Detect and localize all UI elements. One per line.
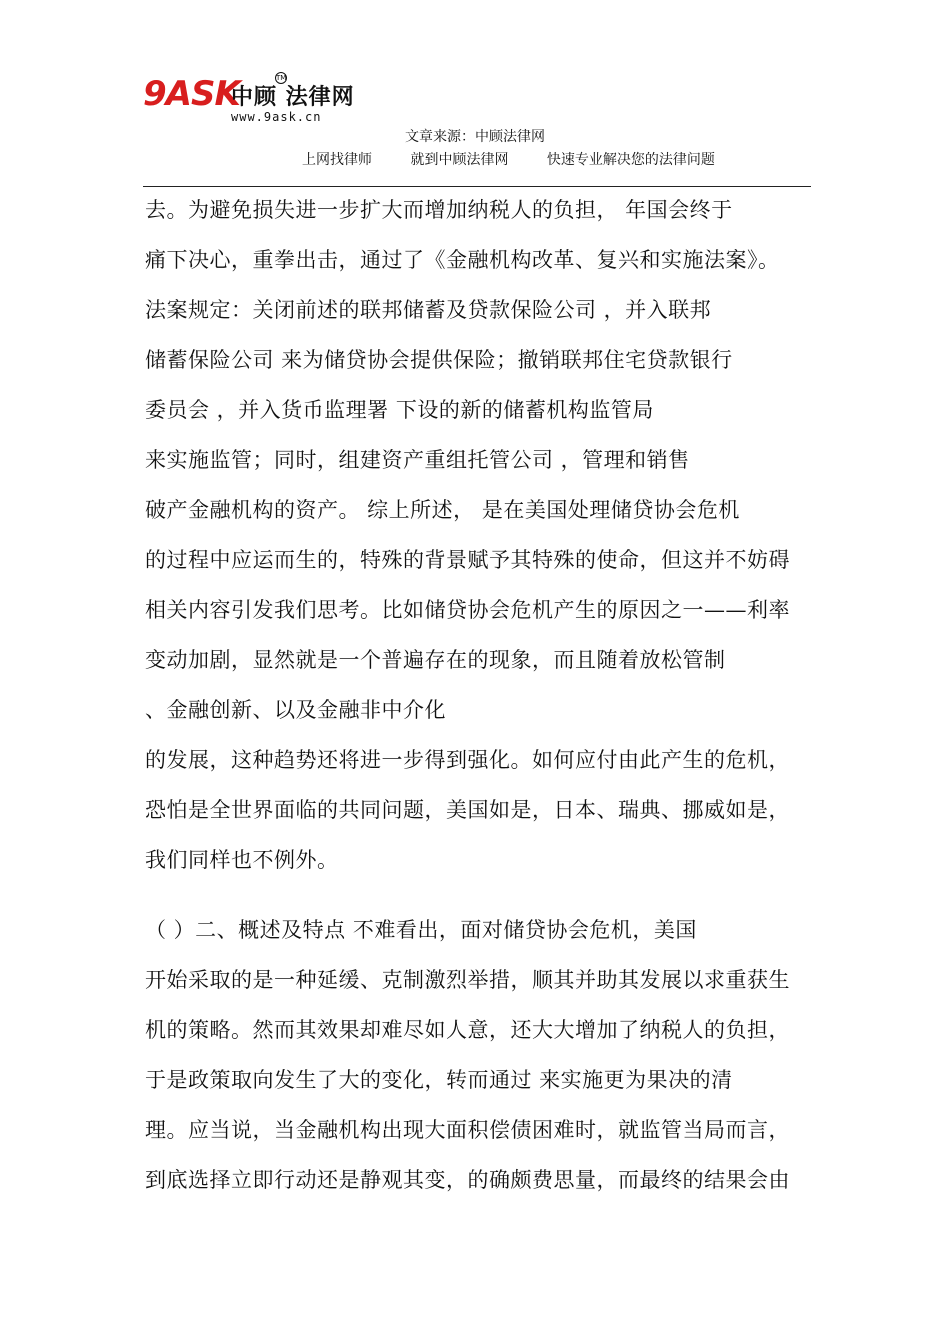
- body-line: 机的策略。然而其效果却难尽如人意，还大大增加了纳税人的负担，: [145, 1018, 790, 1042]
- body-line: 到底选择立即行动还是静观其变，的确颇费思量，而最终的结果会由: [145, 1168, 790, 1192]
- article-source: 文章来源：中顾法律网: [405, 129, 545, 145]
- body-line: 于是政策取向发生了大的变化，转而通过 来实施更为果决的清: [145, 1068, 733, 1092]
- body-line: 法案规定：关闭前述的联邦储蓄及贷款保险公司 ，并入联邦: [145, 298, 712, 322]
- body-line: 变动加剧，显然就是一个普遍存在的现象，而且随着放松管制: [145, 648, 726, 672]
- body-line: 的发展，这种趋势还将进一步得到强化。如何应付由此产生的危机，: [145, 748, 790, 772]
- body-line: 、金融创新、以及金融非中介化: [145, 698, 446, 722]
- body-line: （ ）二、概述及特点 不难看出，面对储贷协会危机，美国: [145, 918, 697, 942]
- tagline-part-1: 上网找律师: [302, 152, 372, 168]
- logo-chinese-name: 中顾 法律网: [231, 85, 355, 110]
- body-line: 痛下决心，重拳出击，通过了《金融机构改革、复兴和实施法案》。: [145, 248, 780, 272]
- body-line: 储蓄保险公司 来为储贷协会提供保险；撤销联邦住宅贷款银行: [145, 348, 733, 372]
- logo-brand: 9ASK: [143, 74, 240, 114]
- body-line: 相关内容引发我们思考。比如储贷协会危机产生的原因之一——利率: [145, 598, 790, 622]
- tagline-part-3: 快速专业解决您的法律问题: [546, 152, 715, 168]
- logo-url: www.9ask.cn: [231, 110, 322, 124]
- body-line: 理。应当说，当金融机构出现大面积偿债困难时，就监管当局而言，: [145, 1118, 790, 1142]
- tagline-part-2: 就到中顾法律网: [410, 152, 509, 168]
- body-line: 委员会 ，并入货币监理署 下设的新的储蓄机构监管局: [145, 398, 654, 422]
- site-logo: [143, 72, 373, 132]
- body-line: 恐怕是全世界面临的共同问题，美国如是，日本、瑞典、挪威如是，: [145, 798, 790, 822]
- body-line: 破产金融机构的资产。 综上所述， 是在美国处理储贷协会危机: [145, 498, 740, 522]
- trademark-icon: TM: [276, 74, 287, 82]
- header-divider: [143, 186, 811, 187]
- body-line: 的过程中应运而生的，特殊的背景赋予其特殊的使命，但这并不妨碍: [145, 548, 790, 572]
- body-line: 开始采取的是一种延缓、克制激烈举措，顺其并助其发展以求重获生: [145, 968, 790, 992]
- body-line: 我们同样也不例外。: [145, 848, 339, 872]
- body-line: 来实施监管；同时，组建资产重组托管公司 ，管理和销售: [145, 448, 690, 472]
- body-line: 去。为避免损失进一步扩大而增加纳税人的负担， 年国会终于: [145, 198, 733, 222]
- tagline: [302, 149, 739, 169]
